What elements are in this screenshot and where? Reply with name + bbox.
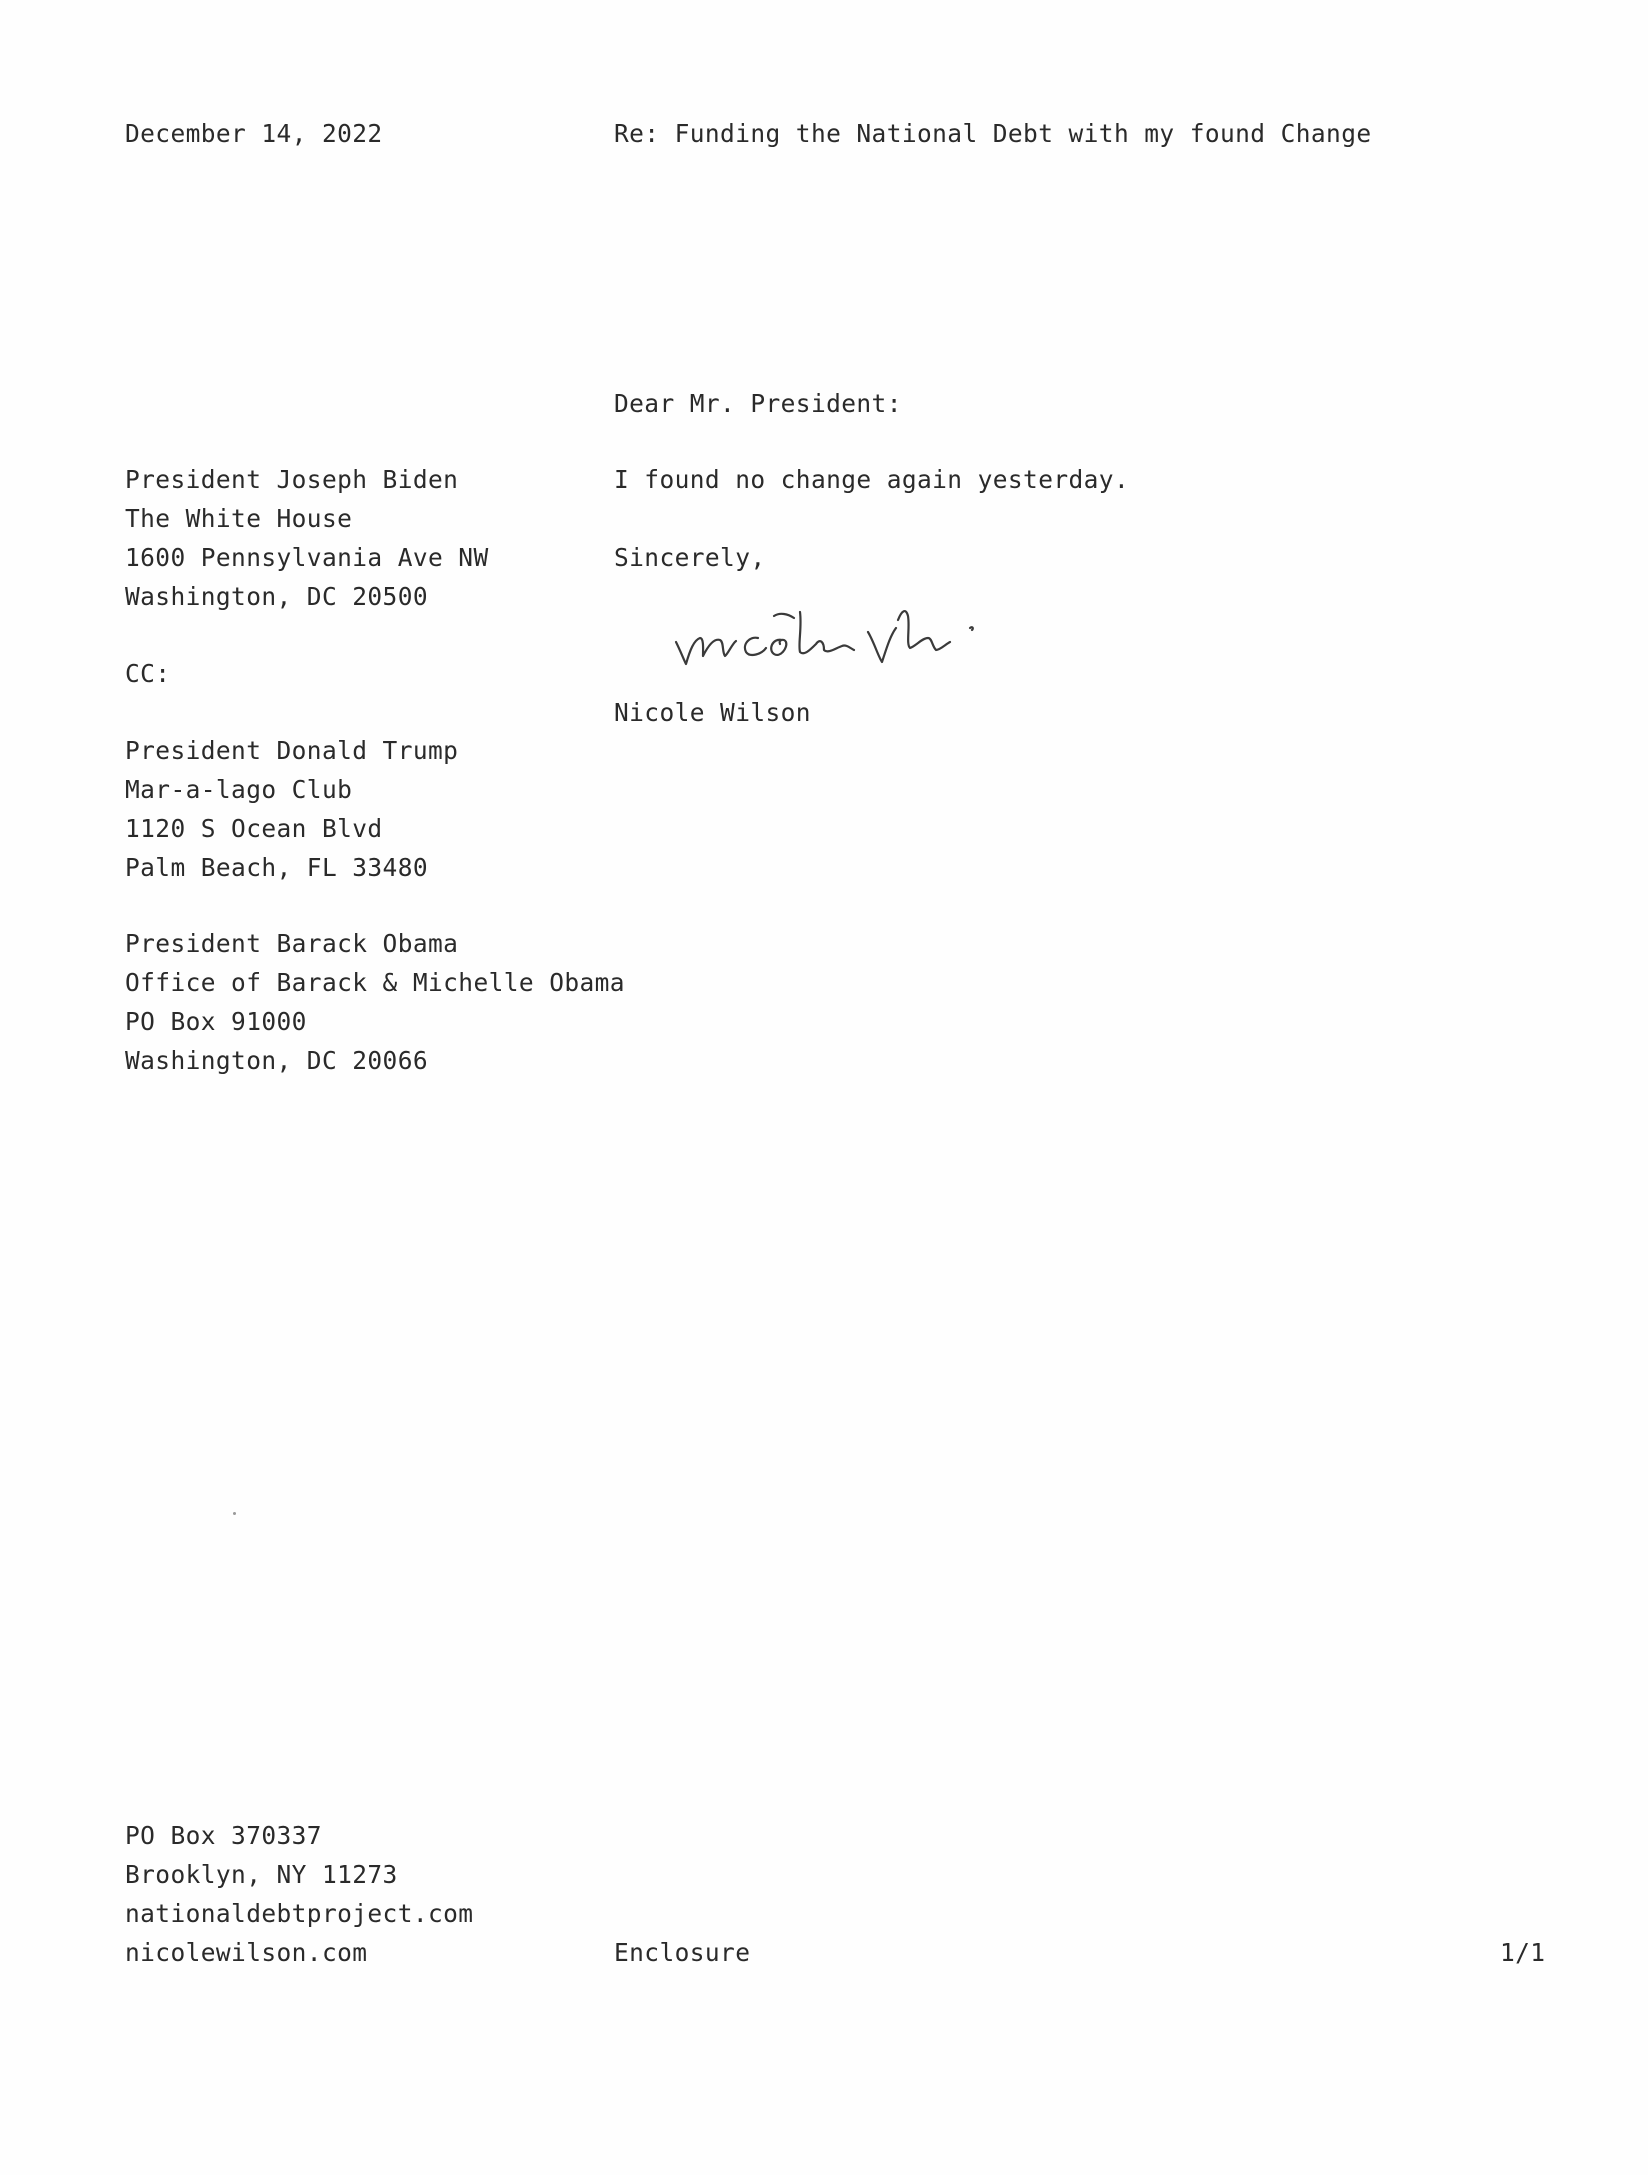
- body-text: I found no change again yesterday.: [614, 465, 1130, 494]
- closing: Sincerely,: [614, 543, 766, 572]
- cc-recipient-line: President Barack Obama: [125, 929, 459, 958]
- cc-recipient-line: President Donald Trump: [125, 736, 459, 765]
- cc-recipient-address: [125, 924, 625, 1080]
- sender-address: [125, 1816, 473, 1972]
- letter-subject: Re: Funding the National Debt with my found Change: [614, 119, 1372, 148]
- sender-line: PO Box 370337: [125, 1821, 322, 1850]
- cc-recipient-line: Palm Beach, FL 33480: [125, 853, 429, 882]
- enclosure-note: Enclosure: [614, 1938, 751, 1967]
- recipient-line: President Joseph Biden: [125, 465, 459, 494]
- cc-recipient-line: Washington, DC 20066: [125, 1046, 429, 1075]
- recipient-line: 1600 Pennsylvania Ave NW: [125, 543, 489, 572]
- sender-line: Brooklyn, NY 11273: [125, 1860, 398, 1889]
- scan-speck: [233, 1512, 236, 1515]
- sender-line: nicolewilson.com: [125, 1938, 368, 1967]
- handwritten-signature: [670, 598, 1040, 678]
- page-number: 1/1: [1500, 1938, 1546, 1967]
- sender-line: nationaldebtproject.com: [125, 1899, 474, 1928]
- cc-recipient-line: Mar-a-lago Club: [125, 775, 353, 804]
- recipient-line: Washington, DC 20500: [125, 582, 429, 611]
- letter-date: December 14, 2022: [125, 119, 383, 148]
- cc-recipient-address: [125, 731, 458, 887]
- cc-recipient-line: Office of Barack & Michelle Obama: [125, 968, 625, 997]
- recipient-address: [125, 460, 489, 616]
- cc-recipient-line: PO Box 91000: [125, 1007, 307, 1036]
- cc-label: CC:: [125, 659, 171, 688]
- cc-recipient-line: 1120 S Ocean Blvd: [125, 814, 383, 843]
- recipient-line: The White House: [125, 504, 353, 533]
- salutation: Dear Mr. President:: [614, 389, 902, 418]
- signer-name: Nicole Wilson: [614, 698, 811, 727]
